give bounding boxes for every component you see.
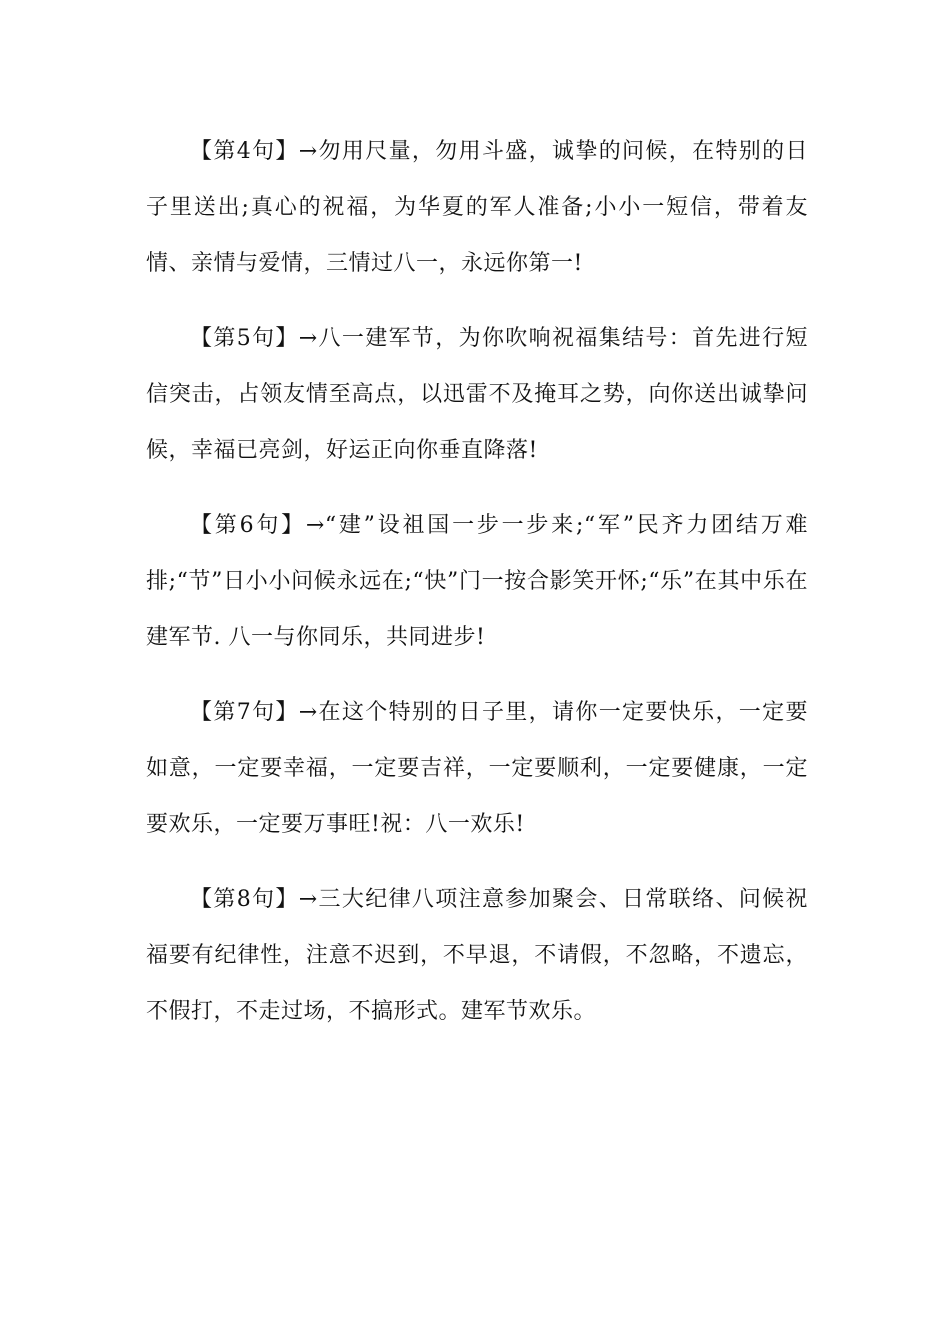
- document-body: [146, 124, 808, 1059]
- paragraph-sentence-4: 【第4句】→勿用尺量，勿用斗盛，诚挚的问候，在特别的日子里送出;真心的祝福，为华夏的军人准备;小小一短信，带着友情、亲情与爱情，三情过八一，永远你第一!: [146, 139, 808, 276]
- paragraph-sentence-8: 【第8句】→三大纪律八项注意参加聚会、日常联络、问候祝福要有纪律性，注意不迟到，不早退，不请假，不忽略，不遗忘，不假打，不走过场，不搞形式。建军节欢乐。: [146, 887, 808, 1024]
- paragraph-sentence-7: 【第7句】→在这个特别的日子里，请你一定要快乐，一定要如意，一定要幸福，一定要吉祥，一定要顺利，一定要健康，一定要欢乐，一定要万事旺!祝：八一欢乐!: [146, 700, 808, 837]
- paragraph-sentence-5: 【第5句】→八一建军节，为你吹响祝福集结号：首先进行短信突击，占领友情至高点，以迅雷不及掩耳之势，向你送出诚挚问候，幸福已亮剑，好运正向你垂直降落!: [146, 326, 808, 463]
- paragraph-sentence-6: 【第6句】→“建”设祖国一步一步来;“军”民齐力团结万难排;“节”日小小问候永远在;“快”门一按合影笑开怀;“乐”在其中乐在建军节. 八一与你同乐，共同进步!: [146, 513, 808, 650]
